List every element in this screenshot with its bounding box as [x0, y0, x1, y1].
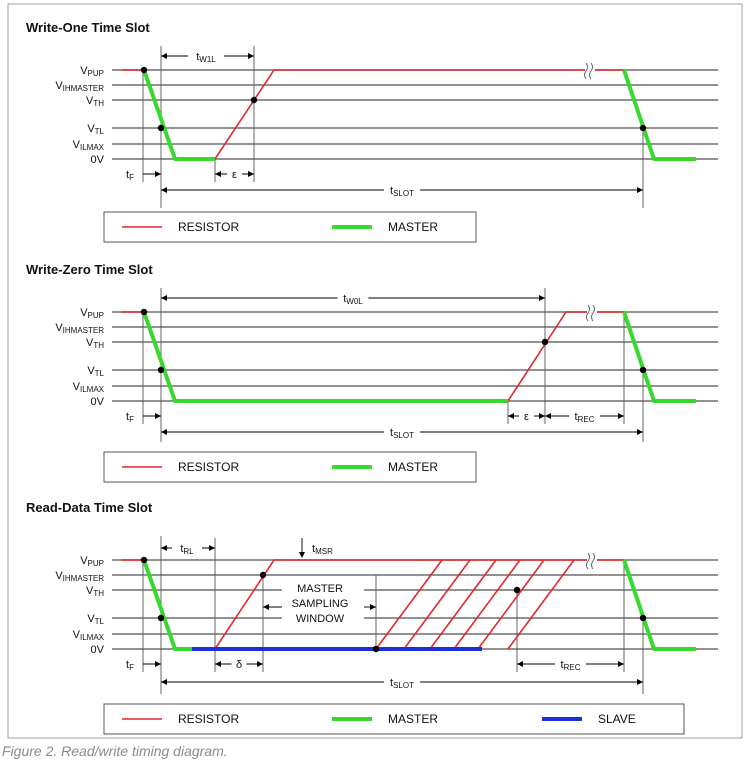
arrow-head	[155, 171, 161, 177]
trec-dimension	[545, 408, 624, 424]
master-line	[144, 560, 192, 649]
epsilon-dimension	[508, 408, 545, 423]
arrow-head	[248, 171, 254, 177]
dimension-label: tF	[126, 411, 134, 424]
dimension-label: δ	[235, 659, 243, 671]
panel-title: Write-One Time Slot	[26, 20, 150, 35]
arrow-head	[263, 604, 269, 610]
arrow-head	[539, 295, 545, 301]
level-label: 0V	[90, 644, 104, 656]
arrow-head	[637, 187, 643, 193]
resistor-line	[215, 70, 624, 159]
level-label: VIHMASTER	[55, 80, 104, 93]
arrow-head	[161, 679, 167, 685]
sampling-window-text: SAMPLING	[291, 598, 349, 610]
resistor-line	[376, 560, 442, 649]
epsilon-dimension	[215, 166, 254, 181]
panel-title: Read-Data Time Slot	[26, 500, 153, 515]
level-label: 0V	[90, 396, 104, 408]
dimension-label: tSLOT	[390, 185, 414, 198]
transition-dot	[141, 309, 147, 315]
voltage-levels	[55, 307, 718, 408]
arrow-head	[161, 187, 167, 193]
level-label: VPUP	[80, 307, 104, 320]
delta-dimension	[215, 656, 263, 671]
dimension-label: ε	[232, 169, 237, 181]
level-label: 0V	[90, 154, 104, 166]
legend	[104, 212, 476, 242]
arrow-head	[618, 661, 624, 667]
arrow-head	[618, 413, 624, 419]
level-label: VTH	[85, 337, 104, 350]
dimension-label: tSLOT	[390, 677, 414, 690]
panel-title: Write-Zero Time Slot	[26, 262, 153, 277]
resistor-legend-label: RESISTOR	[178, 220, 240, 234]
tf-dimension	[126, 411, 161, 424]
level-label: VIHMASTER	[55, 570, 104, 583]
transition-dot	[640, 367, 646, 373]
panel-2	[26, 262, 718, 482]
transition-dot	[542, 339, 548, 345]
transition-dot	[158, 367, 164, 373]
slave-legend-label: SLAVE	[598, 712, 636, 726]
arrow-head	[155, 413, 161, 419]
arrow-head	[248, 53, 254, 59]
resistor-line	[215, 560, 624, 649]
sampling-window-text: WINDOW	[295, 613, 345, 625]
master-legend-label: MASTER	[388, 460, 439, 474]
level-label: VTL	[87, 123, 104, 136]
master-legend-label: MASTER	[388, 712, 439, 726]
transition-dot	[251, 97, 257, 103]
arrow-head	[209, 545, 215, 551]
tw0l-dimension	[161, 290, 545, 306]
transition-dot	[141, 67, 147, 73]
legend	[104, 704, 684, 734]
tslot-dimension	[161, 424, 643, 440]
tmsr-marker	[299, 538, 333, 558]
trec-dimension	[517, 656, 624, 672]
tslot-dimension	[161, 182, 643, 198]
arrow-head	[508, 413, 514, 419]
arrow-head	[161, 295, 167, 301]
dimension-label: tMSR	[312, 543, 333, 556]
level-label: VILMAX	[72, 629, 104, 642]
diagram-frame	[8, 4, 742, 738]
resistor-line	[508, 312, 624, 401]
transition-dot	[514, 587, 520, 593]
tf-dimension	[126, 169, 161, 182]
transition-dot	[158, 125, 164, 131]
tf-dimension	[126, 659, 161, 672]
voltage-levels	[55, 65, 718, 166]
dimension-label: ε	[524, 411, 529, 423]
arrow-head	[299, 552, 305, 558]
master-line	[144, 312, 508, 401]
arrow-head	[161, 429, 167, 435]
arrow-head	[155, 661, 161, 667]
master-line	[144, 70, 215, 159]
arrow-head	[517, 661, 523, 667]
transition-dot	[260, 572, 266, 578]
sampling-window	[263, 580, 376, 632]
arrow-head	[215, 171, 221, 177]
figure-caption: Figure 2. Read/write timing diagram.	[2, 743, 228, 759]
level-label: VPUP	[80, 555, 104, 568]
panel-1	[26, 20, 718, 242]
transition-dot	[373, 646, 379, 652]
dimension-label: tW0L	[343, 293, 363, 306]
transition-dot	[640, 125, 646, 131]
master-line	[624, 312, 696, 401]
level-label: VTH	[85, 585, 104, 598]
arrow-head	[637, 679, 643, 685]
panel-3	[26, 500, 718, 734]
trl-dimension	[161, 540, 215, 556]
dimension-label: tSLOT	[390, 427, 414, 440]
level-label: VIHMASTER	[55, 322, 104, 335]
sampling-window-text: MASTER	[297, 583, 343, 595]
arrow-head	[545, 413, 551, 419]
resistor-line	[404, 560, 470, 649]
arrow-head	[257, 661, 263, 667]
master-line	[624, 560, 696, 649]
voltage-levels	[55, 555, 718, 656]
transition-dot	[640, 615, 646, 621]
dimension-label: tREC	[560, 659, 581, 672]
level-label: VPUP	[80, 65, 104, 78]
dimension-label: tW1L	[196, 51, 216, 64]
level-label: VILMAX	[72, 139, 104, 152]
resistor-line	[508, 560, 574, 649]
level-label: VTL	[87, 365, 104, 378]
resistor-legend-label: RESISTOR	[178, 712, 240, 726]
transition-dot	[141, 557, 147, 563]
arrow-head	[637, 429, 643, 435]
dimension-label: tF	[126, 169, 134, 182]
transition-dot	[158, 615, 164, 621]
arrow-head	[370, 604, 376, 610]
master-line	[624, 70, 696, 159]
arrow-head	[539, 413, 545, 419]
tw1l-dimension	[161, 48, 254, 64]
tslot-dimension	[161, 674, 643, 690]
arrow-head	[161, 53, 167, 59]
dimension-label: tREC	[574, 411, 595, 424]
dimension-label: tRL	[180, 543, 194, 556]
legend	[104, 452, 476, 482]
arrow-head	[215, 661, 221, 667]
master-legend-label: MASTER	[388, 220, 439, 234]
level-label: VTL	[87, 613, 104, 626]
resistor-legend-label: RESISTOR	[178, 460, 240, 474]
dimension-label: tF	[126, 659, 134, 672]
arrow-head	[161, 545, 167, 551]
level-label: VTH	[85, 95, 104, 108]
level-label: VILMAX	[72, 381, 104, 394]
